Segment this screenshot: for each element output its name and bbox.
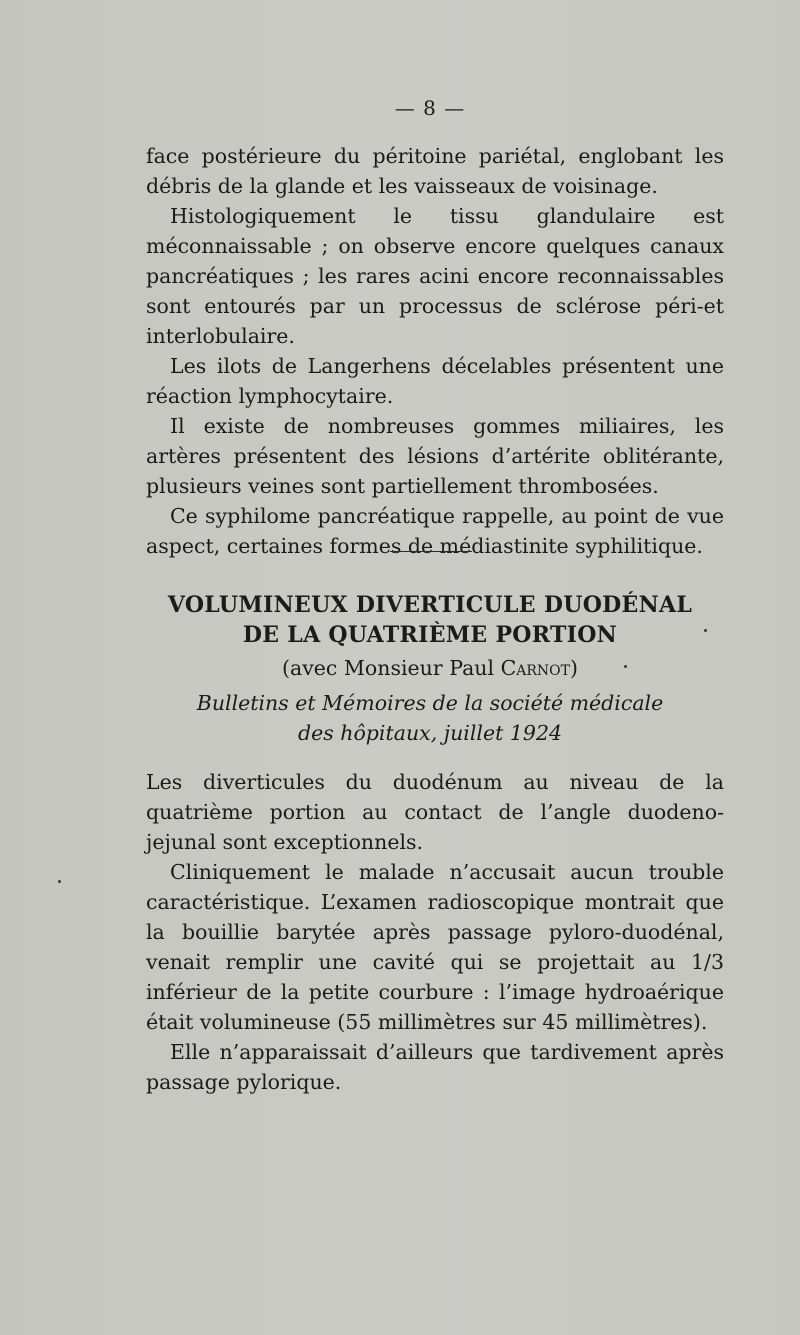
paragraph: Ce syphilome pancréatique rappelle, au point de vue aspect, certaines formes de médiastinite syphilitique. (146, 504, 724, 558)
article-title-line-2: DE LA QUATRIÈME PORTION (242, 622, 618, 648)
print-speck (704, 629, 707, 632)
print-speck (58, 880, 61, 883)
body-text-bottom (146, 767, 724, 1097)
paragraph: Il existe de nombreuses gommes miliaires, les artères présentent des lésions d’artérite oblitérante, plusieurs veines sont partiellement thrombosées. (146, 414, 724, 498)
paragraph: Cliniquement le malade n’accusait aucun trouble caractéristique. L’examen radioscopique montrait que la bouillie barytée après passage pyloro-duodénal, venait remplir une cavité qui se projettait au 1/3 inférieur de la petite courbure : l’image hydroaérique était volumineuse (55 millimètres sur 45 millimètres). (146, 860, 724, 1034)
paragraph: face postérieure du péritoine pariétal, englobant les débris de la glande et les vaisseaux de voisinage. (146, 144, 724, 198)
page-number: — 8 — (394, 96, 466, 120)
paragraph: Histologiquement le tissu glandulaire est méconnaissable ; on observe encore quelques canaux pancréatiques ; les rares acini encore reconnaissables sont entourés par un processus de sclérose péri-et interlobulaire. (146, 204, 724, 348)
section-divider (390, 551, 472, 552)
body-text-top (146, 141, 724, 561)
paragraph: Les diverticules du duodénum au niveau de la quatrième portion au contact de l’angle duodeno-jejunal sont exceptionnels. (146, 770, 724, 854)
citation-line-2: des hôpitaux, juillet 1924 (297, 721, 563, 745)
citation-line-1: Bulletins et Mémoires de la société médicale (196, 691, 664, 715)
paragraph: Elle n’apparaissait d’ailleurs que tardivement après passage pylorique. (146, 1040, 724, 1094)
article-authors (0, 656, 800, 680)
paragraph: Les ilots de Langerhens décelables présentent une réaction lymphocytaire. (146, 354, 724, 408)
print-speck (624, 665, 627, 668)
authors-prefix: (avec Monsieur Paul (282, 656, 501, 680)
article-title-line-1: VOLUMINEUX DIVERTICULE DUODÉNAL (167, 592, 693, 618)
authors-suffix: ) (569, 656, 578, 680)
author-name: Carnot (500, 656, 570, 680)
